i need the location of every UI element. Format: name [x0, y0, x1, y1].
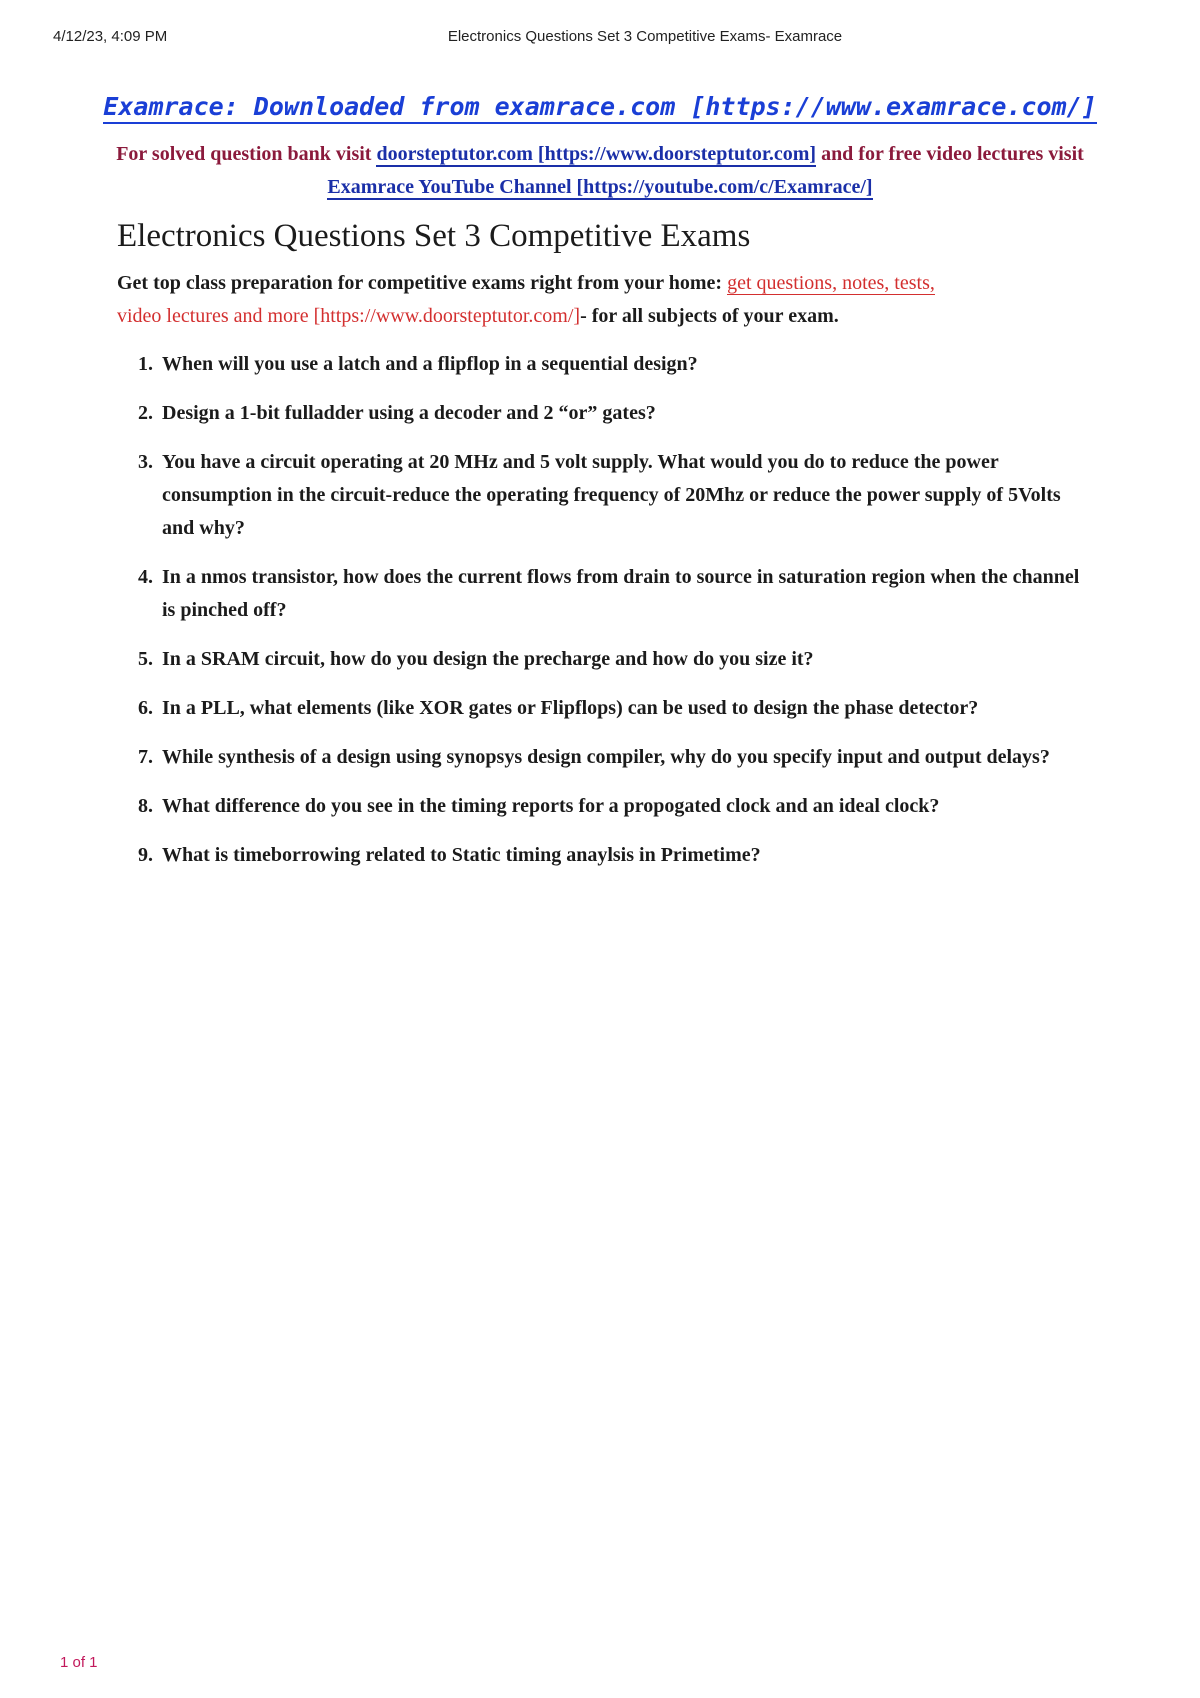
question-number: 5.	[138, 648, 153, 670]
list-item	[117, 348, 1097, 381]
question-number: 7.	[138, 746, 153, 768]
questions-list	[117, 348, 1097, 888]
question-text: In a PLL, what elements (like XOR gates or Flipflops) can be used to design the phase detector?	[162, 697, 979, 719]
promo-text	[100, 138, 1100, 204]
question-number: 2.	[138, 402, 153, 424]
list-item	[117, 692, 1097, 725]
question-text: While synthesis of a design using synopsys design compiler, why do you specify input and output delays?	[162, 746, 1050, 768]
doorsteptutor-link[interactable]: doorsteptutor.com [https://www.doorsteptutor.com]	[376, 143, 817, 165]
question-number: 9.	[138, 844, 153, 866]
print-page-title: Electronics Questions Set 3 Competitive Exams- Examrace	[447, 28, 843, 45]
question-number: 1.	[138, 353, 153, 375]
question-text: What is timeborrowing related to Static timing anaylsis in Primetime?	[162, 844, 761, 866]
question-text: You have a circuit operating at 20 MHz and 5 volt supply. What would you do to reduce the power consumption in the circuit-reduce the operating frequency of 20Mhz or reduce the power supply of 5Volts and why?	[162, 451, 1061, 539]
youtube-channel-link[interactable]: Examrace YouTube Channel [https://youtube.com/c/Examrace/]	[327, 176, 873, 198]
question-text: In a nmos transistor, how does the current flows from drain to source in saturation region when the channel is pinched off?	[162, 566, 1080, 621]
list-item	[117, 741, 1097, 774]
promo-part-1: For solved question bank visit	[116, 143, 377, 165]
question-text: What difference do you see in the timing reports for a propogated clock and an ideal clock?	[162, 795, 940, 817]
list-item	[117, 839, 1097, 872]
intro-part-2: - for all subjects of your exam.	[580, 305, 839, 327]
print-header	[0, 28, 1200, 52]
question-number: 4.	[138, 566, 153, 588]
page-title: Electronics Questions Set 3 Competitive Exams	[117, 218, 751, 254]
examrace-banner	[0, 92, 1200, 121]
banner-link[interactable]: Examrace: Downloaded from examrace.com [https://www.examrace.com/]	[103, 92, 1096, 124]
question-number: 6.	[138, 697, 153, 719]
question-text: When will you use a latch and a flipflop in a sequential design?	[162, 353, 698, 375]
intro-part-1: Get top class preparation for competitive exams right from your home:	[117, 272, 728, 294]
video-lectures-link[interactable]: video lectures and more	[117, 305, 309, 327]
intro-paragraph	[117, 267, 1097, 333]
question-number: 3.	[138, 451, 153, 473]
list-item	[117, 790, 1097, 823]
questions-notes-link[interactable]: get questions, notes, tests,	[727, 272, 935, 294]
question-text: Design a 1-bit fulladder using a decoder and 2 “or” gates?	[162, 402, 656, 424]
list-item	[117, 561, 1097, 627]
promo-part-2: and for free video lectures visit	[816, 143, 1084, 165]
question-number: 8.	[138, 795, 153, 817]
list-item	[117, 643, 1097, 676]
print-date: 4/12/23, 4:09 PM	[53, 28, 168, 45]
doorsteptutor-url[interactable]: [https://www.doorsteptutor.com/]	[308, 305, 581, 327]
page-count: 1 of 1	[60, 1654, 98, 1671]
list-item	[117, 446, 1097, 545]
question-text: In a SRAM circuit, how do you design the precharge and how do you size it?	[162, 648, 814, 670]
list-item	[117, 397, 1097, 430]
